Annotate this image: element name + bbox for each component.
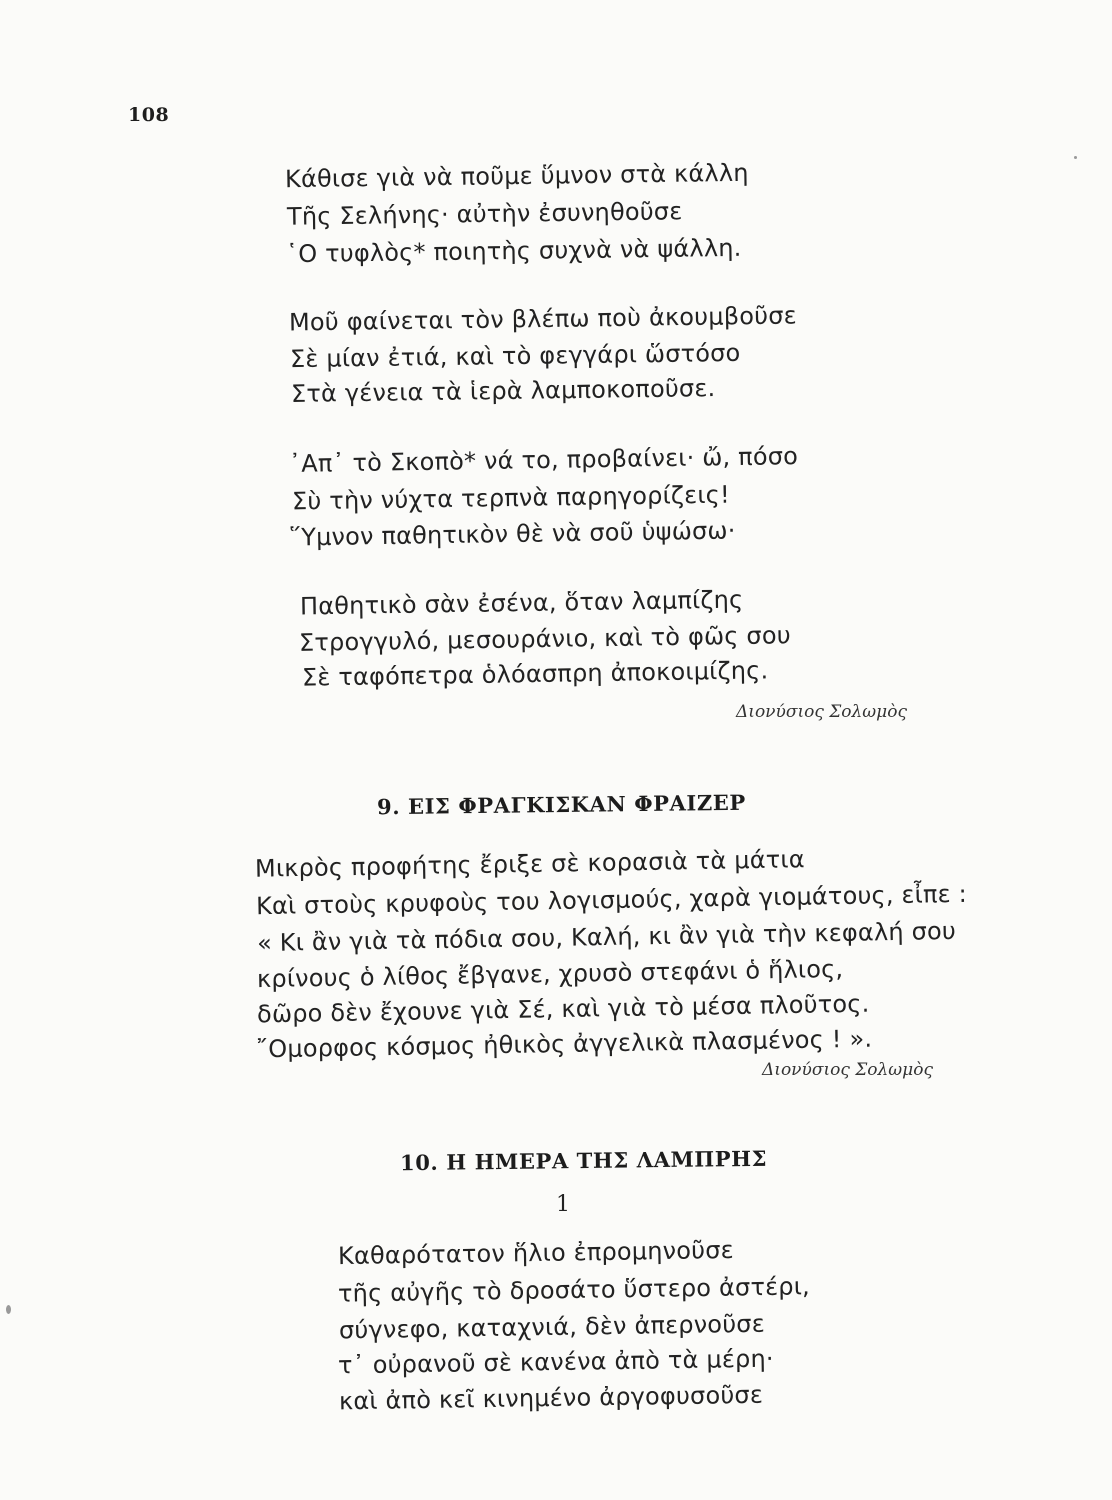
- poem-line: Σὺ τὴν νύχτα τερπνὰ παρηγορίζεις!: [291, 480, 731, 516]
- section-title: 9. ΕΙΣ ΦΡΑΓΚΙΣΚΑΝ ΦΡΑΙΖΕΡ: [376, 789, 746, 820]
- poem-line: Καὶ στοὺς κρυφοὺς του λογισμούς, χαρὰ γιομάτους, εἶπε :: [255, 879, 968, 921]
- poem-line: Μοῦ φαίνεται τὸν βλέπω ποὺ ἀκουμβοῦσε: [288, 301, 798, 337]
- scan-speck: [1074, 156, 1077, 159]
- poem-line: Καθαρότατον ἥλιο ἐπρομηνοῦσε: [337, 1235, 735, 1271]
- poem-line: ῞Υμνον παθητικὸν θὲ νὰ σοῦ ὑψώσω·: [288, 516, 736, 552]
- section-title: 10. Η ΗΜΕΡΑ ΤΗΣ ΛΑΜΠΡΗΣ: [399, 1145, 768, 1176]
- scan-speck: [6, 1305, 11, 1314]
- poem-line: τῆς αὐγῆς τὸ δροσάτο ὕστερο ἀστέρι,: [337, 1272, 811, 1308]
- poem-line: Παθητικὸ σὰν ἐσένα, ὅταν λαμπίζης: [299, 585, 744, 621]
- poem-line: κρίνους ὁ λίθος ἔβγανε, χρυσὸ στεφάνι ὁ ἥλιος,: [256, 954, 844, 994]
- poem-line: Στὰ γένεια τὰ ἱερὰ λαμποκοποῦσε.: [290, 374, 716, 408]
- poem-line: τ᾿ οὐρανοῦ σὲ κανένα ἀπὸ τὰ μέρη·: [337, 1344, 774, 1380]
- poem-line: Στρογγυλό, μεσουράνιο, καὶ τὸ φῶς σου: [298, 621, 792, 657]
- poem-line: Σὲ μίαν ἐτιά, καὶ τὸ φεγγάρι ὥστόσο: [289, 338, 741, 374]
- poem-line: δῶρο δὲν ἔχουνε γιὰ Σέ, καὶ γιὰ τὸ μέσα πλοῦτος.: [256, 989, 870, 1029]
- part-number: 1: [556, 1192, 570, 1217]
- poem-line: ᾿Απ᾿ τὸ Σκοπὸ* νά το, προβαίνει· ὤ, πόσο: [288, 442, 799, 478]
- page-number: 108: [128, 104, 170, 126]
- poem-line: ῾Ο τυφλὸς* ποιητὴς συχνὰ νὰ ψάλλη.: [285, 233, 742, 269]
- poem-line: Σὲ ταφόπετρα ὁλόασπρη ἀποκοιμίζης.: [301, 656, 769, 692]
- poem-signature: Διονύσιος Σολωμὸς: [762, 1060, 933, 1080]
- poem-line: καὶ ἀπὸ κεῖ κινημένο ἀργοφυσοῦσε: [338, 1380, 764, 1416]
- poem-line: Τῆς Σελήνης· αὐτὴν ἐσυνηθοῦσε: [286, 197, 683, 231]
- poem-line: ῎Ομορφος κόσμος ἠθικὸς ἀγγελικὰ πλασμένος ! ».: [255, 1024, 873, 1064]
- poem-line: Κάθισε γιὰ νὰ ποῦμε ὕμνον στὰ κάλλη: [284, 158, 749, 194]
- poem-line: « Κι ἂν γιὰ τὰ πόδια σου, Καλή, κι ἂν γιὰ τὴν κεφαλή σου: [256, 916, 957, 958]
- poem-signature: Διονύσιος Σολωμὸς: [736, 702, 907, 722]
- poem-line: σύγνεφο, καταχνιά, δὲν ἀπερνοῦσε: [338, 1309, 766, 1345]
- poem-line: Μικρὸς προφήτης ἔριξε σὲ κορασιὰ τὰ μάτια: [254, 845, 805, 883]
